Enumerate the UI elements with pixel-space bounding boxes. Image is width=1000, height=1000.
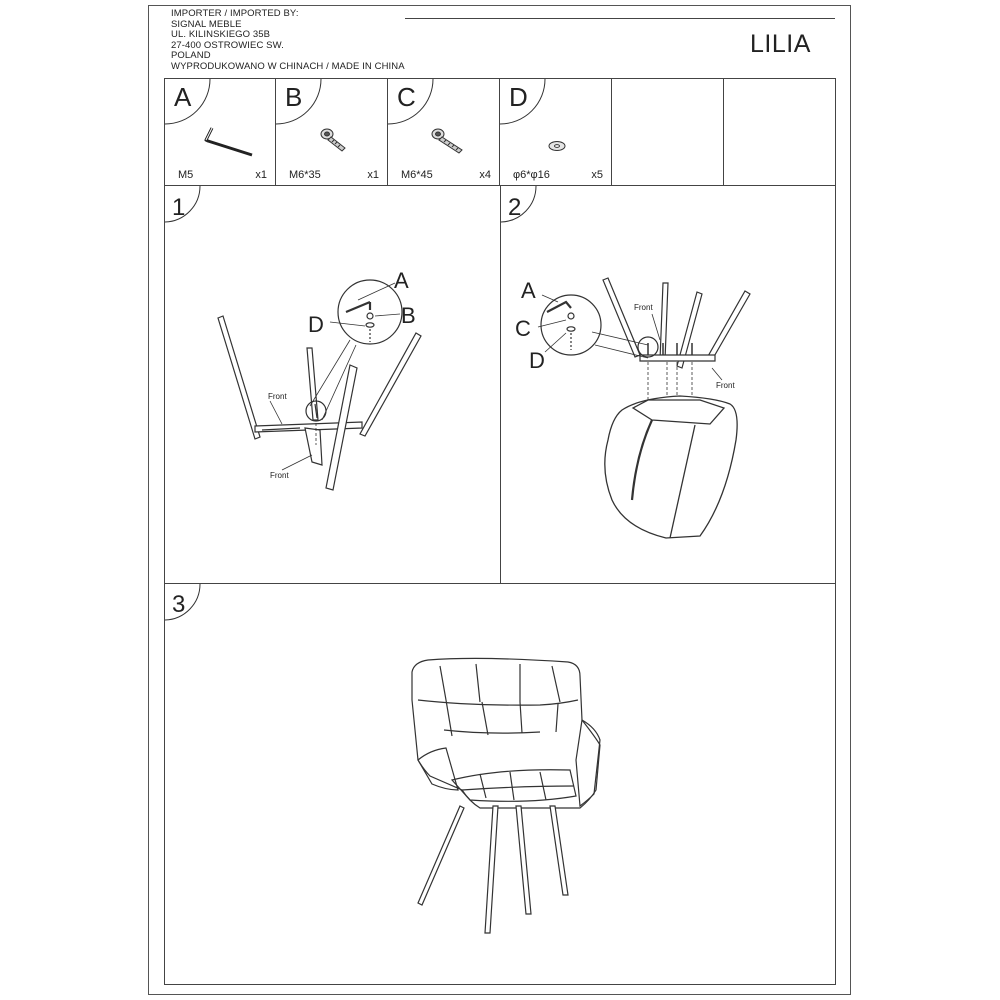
allen-key-icon xyxy=(206,128,252,155)
corner-arc xyxy=(500,79,545,124)
label-c: C xyxy=(515,316,531,341)
part-spec: M5 xyxy=(178,169,194,181)
seat-step2 xyxy=(605,396,737,538)
importer-line: SIGNAL MEBLE xyxy=(171,18,242,30)
front-label: Front xyxy=(634,303,653,312)
corner-arc xyxy=(165,186,200,222)
label-b: B xyxy=(401,303,416,328)
part-letter: D xyxy=(509,82,528,112)
part-qty: x5 xyxy=(591,169,603,181)
part-letter: A xyxy=(174,82,192,112)
step-number-3: 3 xyxy=(172,591,186,618)
front-label: Front xyxy=(270,471,289,480)
corner-arc xyxy=(501,186,536,222)
step-number-2: 2 xyxy=(508,194,522,221)
importer-line: 27-400 OSTROWIEC SW. xyxy=(171,39,284,51)
corner-arc xyxy=(165,584,200,620)
legs-frame-step2 xyxy=(538,278,750,413)
label-a: A xyxy=(521,278,536,303)
label-d: D xyxy=(529,348,545,373)
importer-line: POLAND xyxy=(171,50,211,62)
front-label: Front xyxy=(716,381,735,390)
corner-arc xyxy=(388,79,433,124)
product-title: LILIA xyxy=(750,30,811,58)
corner-arc xyxy=(276,79,321,124)
step-number-1: 1 xyxy=(172,194,186,221)
part-spec: M6*35 xyxy=(289,169,321,181)
front-label: Front xyxy=(268,392,287,401)
part-qty: x1 xyxy=(367,169,379,181)
importer-line: UL. KILINSKIEGO 35B xyxy=(171,29,271,41)
importer-line: IMPORTER / IMPORTED BY: xyxy=(171,8,299,19)
washer-icon xyxy=(549,142,565,151)
corner-arc xyxy=(165,79,210,124)
bolt-icon xyxy=(432,129,462,153)
label-d: D xyxy=(308,312,324,337)
label-a: A xyxy=(394,268,409,293)
part-spec: M6*45 xyxy=(401,169,433,181)
part-qty: x1 xyxy=(255,169,267,181)
chair-step3 xyxy=(412,658,600,933)
part-letter: B xyxy=(285,82,303,112)
bolt-icon xyxy=(321,129,345,151)
part-letter: C xyxy=(397,82,416,112)
part-spec: φ6*φ16 xyxy=(513,169,550,181)
part-qty: x4 xyxy=(479,169,491,181)
importer-line: WYPRODUKOWANO W CHINACH / MADE IN CHINA xyxy=(171,60,405,72)
